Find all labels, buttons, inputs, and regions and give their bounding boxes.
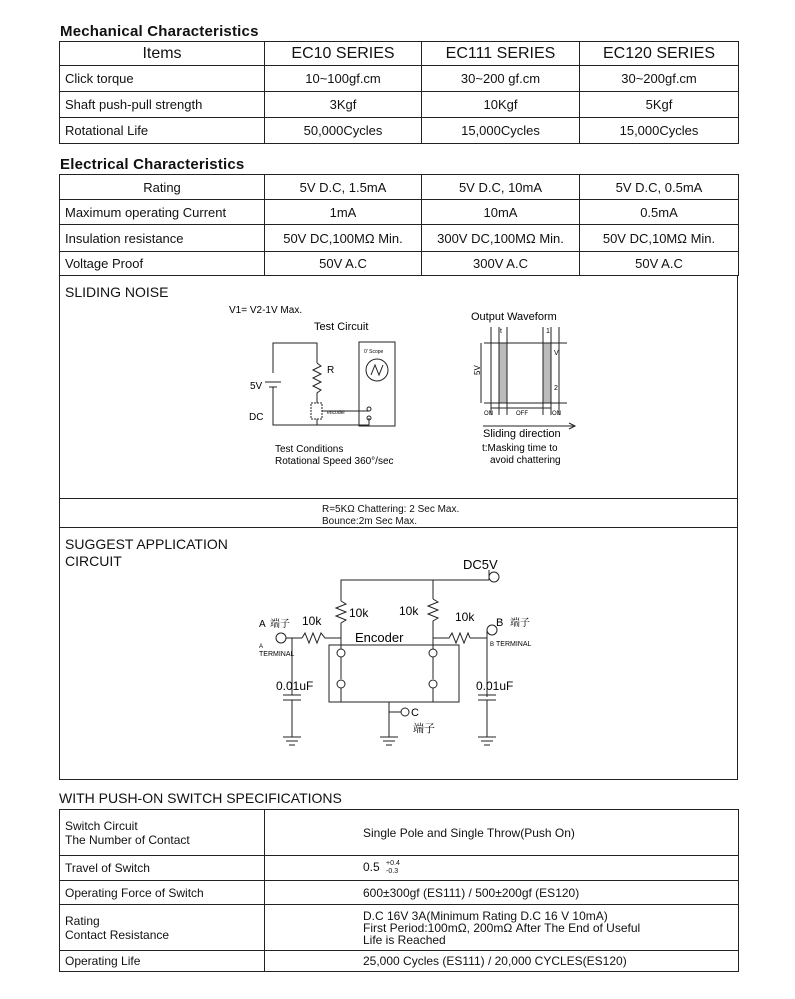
dc5v-label: DC5V: [463, 557, 498, 572]
output-waveform-label: Output Waveform: [471, 311, 557, 323]
wave-t-right: 1: [546, 328, 550, 335]
table-row: [60, 92, 739, 118]
cell: Rotational Life: [60, 118, 265, 144]
switch-circuit-label: Switch Circuit: [65, 818, 138, 833]
header-ec111: EC111 SERIES: [422, 42, 580, 66]
conditions-line1: Test Conditions: [275, 444, 344, 455]
table-row: [60, 951, 739, 972]
tolerance: [386, 860, 400, 876]
wave-5v: 5V: [473, 365, 482, 375]
cap-label-2: 0.01uF: [476, 679, 514, 693]
voltage-5v: 5V: [250, 381, 263, 392]
wave-v1: V: [554, 350, 559, 357]
tolerance-plus: +0.4: [386, 860, 400, 867]
a-cjk: 端子: [270, 619, 290, 630]
resistor-10k-2: 10k: [349, 606, 369, 620]
mechanical-header-row: [60, 42, 739, 66]
resistor-10k-4: 10k: [455, 610, 475, 624]
cell: 5V D.C, 1.5mA: [265, 175, 422, 200]
cell: Operating Life: [60, 951, 265, 972]
cell: Insulation resistance: [60, 225, 265, 252]
cell: 30~200 gf.cm: [422, 66, 580, 92]
cell: 50V A.C: [265, 252, 422, 276]
cell: 15,000Cycles: [580, 118, 739, 144]
table-row: [60, 252, 739, 276]
cell: [265, 856, 739, 881]
mechanical-table: [59, 41, 739, 144]
cell: Travel of Switch: [60, 856, 265, 881]
cell: [60, 905, 265, 951]
resistor-10k-3: 10k: [399, 604, 419, 618]
dc-label: DC: [249, 412, 264, 423]
contact-resistance-label: Contact Resistance: [65, 927, 170, 942]
cell: 10Kgf: [422, 92, 580, 118]
table-row: [60, 881, 739, 905]
cell: Single Pole and Single Throw(Push On): [265, 810, 739, 856]
cell: 0.5mA: [580, 200, 739, 225]
divider: [60, 498, 737, 499]
header-items: Items: [60, 42, 265, 66]
table-row: [60, 856, 739, 881]
a-terminal-1: A: [259, 644, 264, 650]
application-circuit-diagram: [59, 527, 738, 780]
contact-resistance-value-cont: Life is Reached: [363, 932, 446, 947]
application-title-line2: CIRCUIT: [65, 553, 122, 569]
cap-label-1: 0.01uF: [276, 679, 314, 693]
encoder-small-label: encoder: [327, 410, 346, 416]
rating-label: Rating: [65, 913, 100, 928]
table-row: [60, 200, 739, 225]
cell: 50,000Cycles: [265, 118, 422, 144]
bounce-line: Bounce:2m Sec Max.: [322, 516, 418, 527]
number-of-contact-label: The Number of Contact: [65, 832, 190, 847]
table-row: [60, 175, 739, 200]
push-switch-table: [59, 809, 739, 972]
cell: 3Kgf: [265, 92, 422, 118]
cell: Shaft push-pull strength: [60, 92, 265, 118]
table-row: [60, 66, 739, 92]
chattering-spec: [322, 504, 459, 528]
cell: Operating Force of Switch: [60, 881, 265, 905]
cell: [265, 905, 739, 951]
table-row: [60, 810, 739, 856]
table-row: [60, 225, 739, 252]
electrical-table: [59, 174, 739, 276]
sliding-direction-label: Sliding direction: [483, 428, 561, 440]
cell: 10~100gf.cm: [265, 66, 422, 92]
c-cjk: 端子: [413, 723, 435, 735]
cell: 10mA: [422, 200, 580, 225]
b-cjk: 端子: [510, 618, 530, 629]
encoder-label: Encoder: [355, 630, 404, 645]
cell: Voltage Proof: [60, 252, 265, 276]
cell: 300V A.C: [422, 252, 580, 276]
resistor-10k-1: 10k: [302, 614, 322, 628]
travel-value: 0.5: [363, 860, 380, 875]
cell: 5V D.C, 0.5mA: [580, 175, 739, 200]
c-label: C: [411, 707, 419, 719]
tolerance-minus: -0.3: [386, 868, 399, 875]
cell: 50V DC,100MΩ Min.: [265, 225, 422, 252]
table-row: [60, 118, 739, 144]
masking-line1: t:Masking time to: [482, 443, 558, 454]
v-formula: V1= V2-1V Max.: [229, 305, 303, 316]
cell: 30~200gf.cm: [580, 66, 739, 92]
electrical-title: Electrical Characteristics: [60, 156, 245, 173]
cell: Maximum operating Current: [60, 200, 265, 225]
b-label: B: [496, 617, 504, 629]
a-terminal-2: TERMINAL: [259, 651, 295, 658]
contact-resistance-value: First Period:100mΩ, 200mΩ After The End of Useful: [363, 920, 641, 935]
cell: 15,000Cycles: [422, 118, 580, 144]
test-circuit-label: Test Circuit: [314, 321, 369, 333]
wave-t-left: t: [500, 328, 502, 335]
cell: 300V DC,100MΩ Min.: [422, 225, 580, 252]
wave-off: OFF: [516, 411, 528, 417]
sliding-noise-diagram: [59, 275, 738, 497]
a-label: A: [259, 619, 266, 630]
b-terminal-2: TERMINAL: [496, 641, 532, 648]
masking-line2: avoid chattering: [490, 455, 561, 466]
resistor-label: R: [327, 365, 335, 376]
b-terminal-1: B: [490, 642, 495, 648]
wave-on-1: ON: [484, 411, 493, 417]
cell: 50V A.C: [580, 252, 739, 276]
chattering-line: R=5KΩ Chattering: 2 Sec Max.: [322, 504, 460, 515]
push-switch-title: WITH PUSH-ON SWITCH SPECIFICATIONS: [59, 790, 342, 806]
sliding-noise-title: SLIDING NOISE: [65, 284, 169, 300]
header-ec10: EC10 SERIES: [265, 42, 422, 66]
cell: 1mA: [265, 200, 422, 225]
table-row: [60, 905, 739, 951]
cell: 5V D.C, 10mA: [422, 175, 580, 200]
cell: Click torque: [60, 66, 265, 92]
wave-on-2: ON: [552, 411, 561, 417]
cell: Rating: [60, 175, 265, 200]
cell: 5Kgf: [580, 92, 739, 118]
cell: [60, 810, 265, 856]
cell: 50V DC,10MΩ Min.: [580, 225, 739, 252]
mechanical-title: Mechanical Characteristics: [60, 23, 259, 40]
scope-label: 0' Scope: [364, 349, 384, 355]
wave-v2: 2: [554, 385, 558, 392]
application-title-line1: SUGGEST APPLICATION: [65, 536, 228, 552]
cell: 25,000 Cycles (ES111) / 20,000 CYCLES(ES120): [265, 951, 739, 972]
header-ec120: EC120 SERIES: [580, 42, 739, 66]
rating-value: D.C 16V 3A(Minimum Rating D.C 16 V 10mA): [363, 908, 608, 923]
cell: 600±300gf (ES111) / 500±200gf (ES120): [265, 881, 739, 905]
conditions-line2: Rotational Speed 360°/sec: [275, 456, 394, 467]
